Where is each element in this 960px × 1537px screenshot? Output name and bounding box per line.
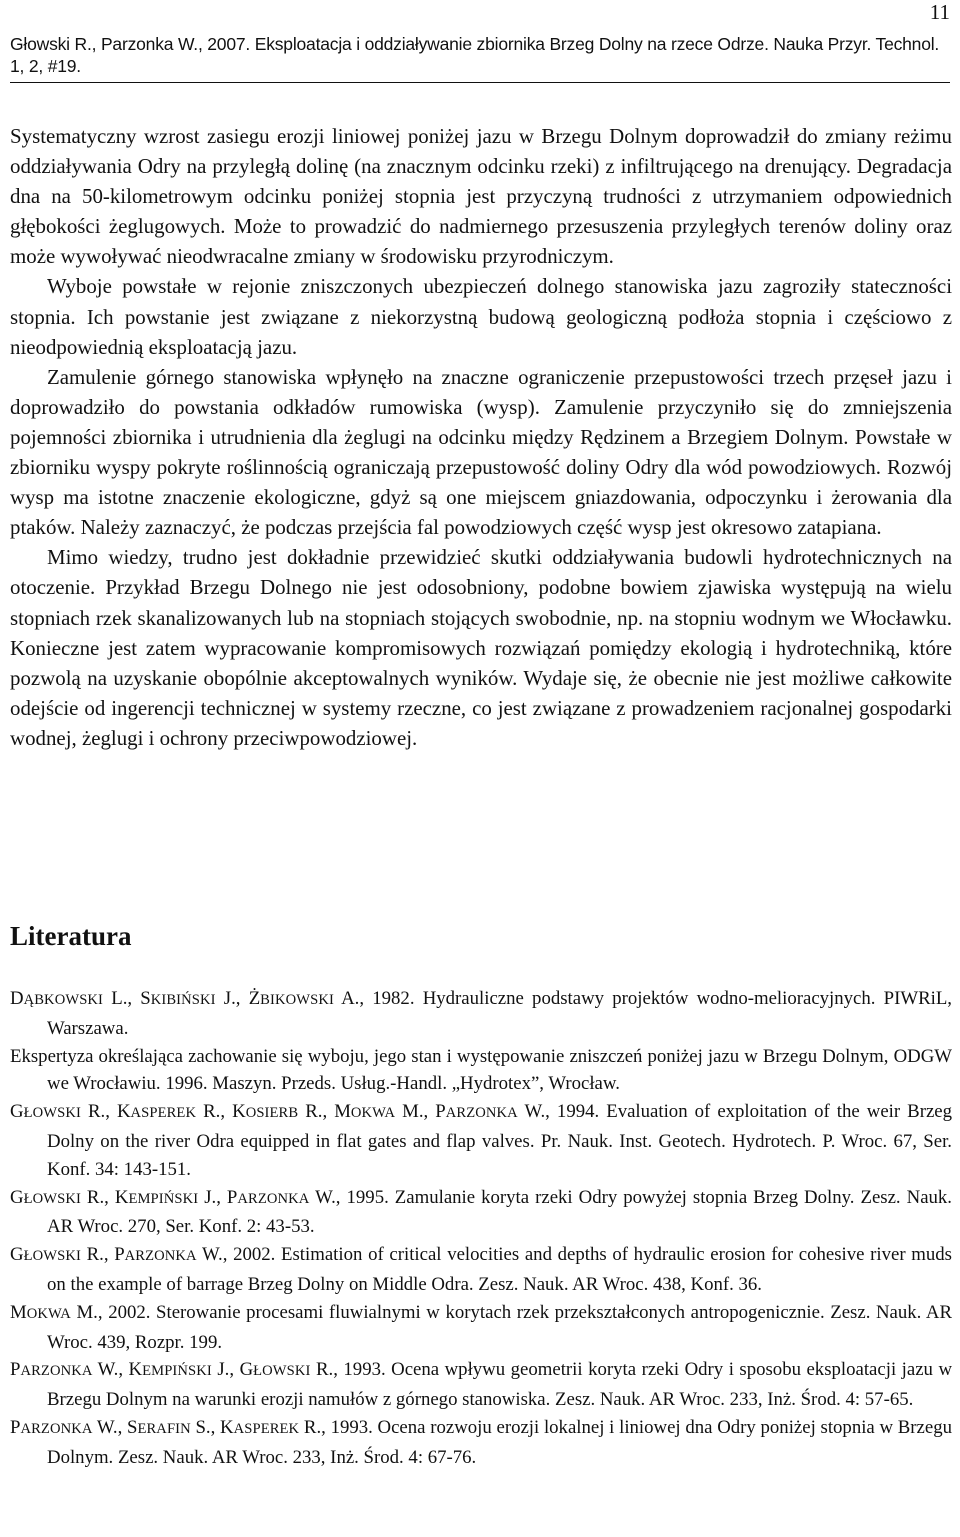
author-surname-smallcaps: ŁOWSKI — [23, 1190, 81, 1207]
author-initials: W., — [92, 1359, 129, 1381]
author-initial-letter: P — [114, 1244, 125, 1266]
author-initials: R., — [80, 1186, 115, 1208]
reference-entry — [10, 1098, 952, 1183]
header-divider — [10, 82, 950, 83]
author-initials: R., — [299, 1416, 331, 1438]
author-initial-letter: P — [435, 1101, 446, 1123]
reference-entry — [10, 1241, 952, 1299]
body-paragraph: Wyboje powstałe w rejonie zniszczonych ubezpieczeń dolnego stanowiska jazu zagroziły stateczności stopnia. Ich powstanie jest związane z niekorzystną budową geologiczną podłoża stopnia i częściowo z nieodpowiednią eksploatacją jazu. — [10, 274, 952, 359]
reference-author — [10, 988, 140, 1009]
author-surname-smallcaps: EMPIŃSKI — [142, 1363, 212, 1380]
author-surname-smallcaps: EMPIŃSKI — [128, 1190, 199, 1207]
author-surname-smallcaps: ARZONKA — [20, 1420, 93, 1437]
reference-details: 2002. Estimation of critical velocities and depths of hydraulic erosion for cohesive river muds on the example of barrage Brzeg Dolny on Middle Odra. Zesz. Nauk. AR Wroc. 438, Konf. 36. — [47, 1244, 952, 1295]
author-initial-letter: K — [128, 1359, 143, 1381]
body-paragraph: Mimo wiedzy, trudno jest dokładnie przewidzieć skutki oddziaływania budowli hydrotechnicznych na otoczenie. Przykład Brzegu Dolnego nie jest odosobniony, podobne bowiem zjawiska występują na wielu stopniach rzek skanalizowanych lub na stopniach stojących swobodnie, np. na stopniu wodnym we Włocławku. Konieczne jest zatem wypracowanie kompromisowych rozwiązań pomiędzy ekologią i hydrotechniką, które pozwolą na uzyskanie obopólnie akceptowalnych wyników. Wydaje się, że obecnie nie jest możliwe całkowite odejście od ingerencji technicznej w systemy rzeczne, co jest związane z prowadzeniem racjonalnej gospodarki wodnej, żeglugi i ochrony przeciwpowodziowej. — [10, 545, 952, 750]
author-initials: R., — [310, 1359, 344, 1381]
author-initial-letter: G — [10, 1186, 24, 1208]
running-head-citation: Głowski R., Parzonka W., 2007. Eksploatacja i oddziaływanie zbiornika Brzeg Dolny na rzece Odrze. Nauka Przyr. Technol. 1, 2, #19. — [10, 34, 940, 76]
reference-author — [10, 1359, 129, 1380]
reference-author — [10, 1101, 117, 1122]
reference-entry — [10, 1356, 952, 1414]
author-surname-smallcaps: OSIERB — [245, 1105, 299, 1122]
author-surname-smallcaps: ŁOWSKI — [23, 1105, 81, 1122]
reference-author — [117, 1101, 232, 1122]
reference-details: 1993. Ocena rozwoju erozji lokalnej i liniowej dna Odry poniżej stopnia w Brzegu Dolnym. Zesz. Nauk. AR Wroc. 233, Inż. Środ. 4: 67-76. — [47, 1416, 952, 1468]
author-surname-smallcaps: ERAFIN — [137, 1420, 191, 1437]
reference-author — [140, 988, 248, 1009]
author-surname-smallcaps: BIKOWSKI — [260, 992, 334, 1008]
body-paragraph: Zamulenie górnego stanowiska wpłynęło na znaczne ograniczenie przepustowości trzech przęseł jazu i doprowadziło do powstania odkładów rumowiska (wysp). Zamulenie przyczyniło się do zmniejszenia pojemności zbiornika i utrudnienia dla żeglugi na odcinku między Rędzinem a Brzegiem Dolnym. Powstałe w zbiorniku wyspy pokryte roślinnością ograniczają przepustowość doliny Odry dla wód powodziowych. Rozwój wysp ma istotne znaczenie ekologiczne, gdyż są one miejscem gniazdowania, odpoczynku i żerowania dla ptaków. Należy zaznaczyć, że podczas przejścia fal powodziowych część wysp jest okresowo zatapiana. — [10, 364, 952, 540]
author-surname-smallcaps: KIBIŃSKI — [150, 992, 216, 1008]
author-initials: R., — [196, 1101, 233, 1123]
author-initial-letter: S — [127, 1416, 138, 1438]
author-initials: W., — [196, 1244, 234, 1266]
author-surname-smallcaps: ASPEREK — [130, 1105, 197, 1122]
author-surname-smallcaps: ĄBKOWSKI — [23, 992, 104, 1008]
author-initials: L., — [103, 988, 141, 1009]
author-initial-letter: G — [10, 1101, 24, 1123]
author-initials: J., — [215, 988, 249, 1009]
author-initial-letter: K — [220, 1416, 234, 1438]
reference-entry — [10, 1299, 952, 1357]
reference-author — [249, 988, 373, 1009]
reference-author — [220, 1417, 331, 1438]
author-initials: M., — [395, 1101, 436, 1123]
author-initial-letter: Ż — [248, 988, 261, 1009]
section-title-literature: Literatura — [10, 921, 132, 951]
author-initial-letter: K — [114, 1186, 129, 1208]
author-initials: W., — [309, 1186, 347, 1208]
author-initials: A., — [333, 988, 373, 1009]
author-initials: R., — [80, 1101, 117, 1123]
author-initial-letter: M — [10, 1301, 27, 1323]
author-initials: J., — [198, 1186, 227, 1208]
author-initial-letter: G — [10, 1244, 24, 1266]
author-initial-letter: S — [140, 988, 151, 1009]
reference-details: 1982. Hydrauliczne podstawy projektów wodno-melioracyjnych. PIWRiL, Warszawa. — [47, 988, 952, 1039]
reference-author — [10, 1302, 108, 1323]
author-initial-letter: P — [10, 1359, 21, 1381]
reference-author — [435, 1101, 557, 1122]
page-number: 11 — [929, 0, 950, 24]
author-surname-smallcaps: ARZONKA — [237, 1190, 310, 1207]
reference-details: Ekspertyza określająca zachowanie się wyboju, jego stan i występowanie zniszczeń poniżej jazu w Brzegu Dolnym, ODGW we Wrocławiu. 1996. Maszyn. Przeds. Usług.-Handl. „Hydrotex”, Wrocław. — [10, 1045, 952, 1095]
author-initial-letter: K — [232, 1101, 246, 1123]
author-surname-smallcaps: ASPEREK — [233, 1420, 300, 1437]
author-initial-letter: G — [239, 1359, 254, 1381]
author-initials: R., — [80, 1244, 115, 1266]
author-surname-smallcaps: ARZONKA — [20, 1363, 93, 1380]
reference-entry — [10, 1043, 952, 1099]
author-initials: M., — [70, 1301, 109, 1323]
body-paragraph: Systematyczny wzrost zasiegu erozji liniowej poniżej jazu w Brzegu Dolnym doprowadził do zmiany reżimu oddziaływania Odry na przyległą dolinę (na znacznym odcinku rzeki) z infiltrującego na drenujący. Degradacja dna na 50-kilometrowym odcinku poniżej stopnia jest przyczyną trudności z utrzymaniem odpowiednich głębokości żeglugowych. Może to prowadzić do nadmiernego przesuszenia przyległych terenów doliny oraz może wywoływać nieodwracalne zmiany w środowisku przyrodniczym. — [10, 124, 952, 269]
author-initials: R., — [298, 1101, 335, 1123]
reference-details: 2002. Sterowanie procesami fluwialnymi w korytach rzek przekształconych antropogenicznie. Zesz. Nauk. AR Wroc. 439, Rozpr. 199. — [47, 1301, 953, 1353]
reference-author — [114, 1244, 233, 1265]
author-surname-smallcaps: ARZONKA — [445, 1105, 518, 1122]
author-surname-smallcaps: OKWA — [26, 1305, 71, 1322]
reference-author — [129, 1359, 240, 1380]
author-initials: W., — [92, 1416, 127, 1438]
author-initials: S., — [190, 1416, 221, 1438]
reference-author — [10, 1187, 115, 1208]
reference-author — [227, 1187, 347, 1208]
reference-author — [334, 1101, 435, 1122]
reference-entry — [10, 1414, 952, 1472]
reference-details: 1995. Zamulanie koryta rzeki Odry powyżej stopnia Brzeg Dolny. Zesz. Nauk. AR Wroc. 270, Ser. Konf. 2: 43-53. — [47, 1186, 953, 1238]
reference-author — [10, 1417, 127, 1438]
reference-list — [10, 985, 952, 1472]
author-initial-letter: M — [334, 1101, 351, 1123]
reference-author — [232, 1101, 334, 1122]
reference-author — [115, 1187, 227, 1208]
author-initial-letter: P — [10, 1416, 21, 1438]
reference-entry — [10, 1184, 952, 1242]
reference-author — [10, 1244, 114, 1265]
author-initial-letter: K — [116, 1101, 131, 1123]
reference-author — [240, 1359, 344, 1380]
author-surname-smallcaps: ŁOWSKI — [23, 1248, 81, 1265]
author-surname-smallcaps: OKWA — [350, 1105, 396, 1122]
reference-author — [127, 1417, 220, 1438]
author-initials: J., — [211, 1359, 240, 1381]
reference-entry — [10, 985, 952, 1043]
reference-details: 1993. Ocena wpływu geometrii koryta rzeki Odry i sposobu eksploatacji jazu w Brzegu Dolnym na warunki erozji namułów z górnego stanowiska. Zesz. Nauk. AR Wroc. 233, Inż. Środ. 4: 57-65. — [47, 1359, 953, 1411]
reference-details: 1994. Evaluation of exploitation of the weir Brzeg Dolny on the river Odra equipped in flat gates and flap valves. Pr. Nauk. Inst. Geotech. Hydrotech. P. Wroc. 67, Ser. Konf. 34: 143-151. — [47, 1101, 953, 1180]
author-initial-letter: D — [10, 988, 24, 1009]
author-initial-letter: P — [226, 1186, 238, 1208]
author-surname-smallcaps: ARZONKA — [124, 1248, 197, 1265]
author-surname-smallcaps: ŁOWSKI — [253, 1363, 311, 1380]
body-text — [10, 121, 952, 753]
author-initials: W., — [517, 1101, 557, 1123]
